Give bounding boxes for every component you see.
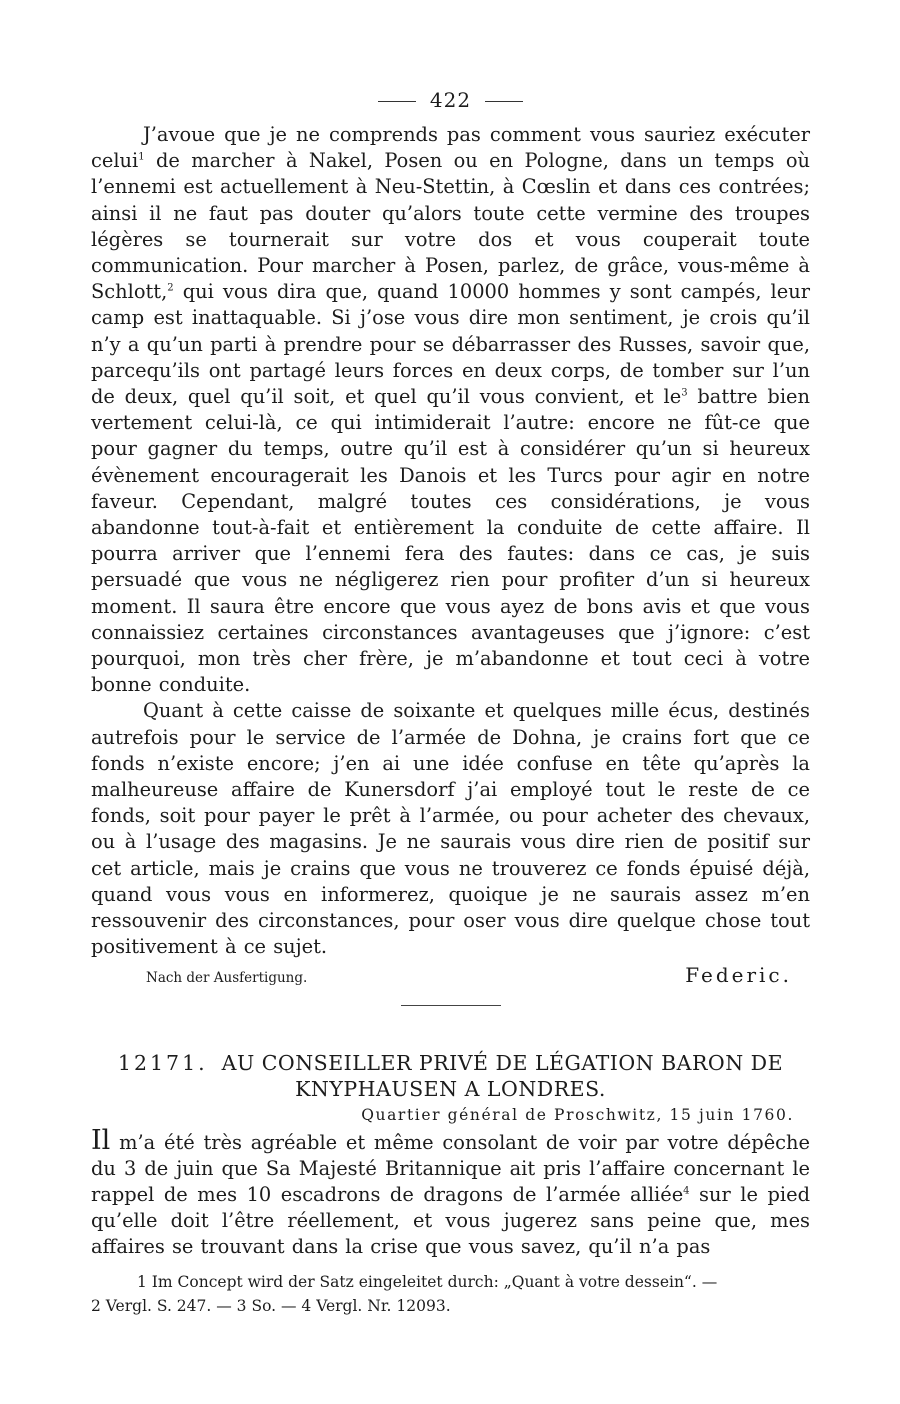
page-header bbox=[91, 84, 810, 116]
paragraph-2: Quant à cette caisse de soixante et quelques mille écus, destinés autrefois pour le service de l’armée de Dohna, je crains fort que ce fonds n’existe encore; j’en ai une idée confuse en tête qu’après la malheureuse affaire de Kunersdorf j’ai employé tout le reste de ce fonds, soit pour payer le prêt à l’armée, ou pour acheter des chevaux, ou à l’usage des magasins. Je ne saurais vous dire rien de positif sur cet article, mais je crains que vous ne trouverez ce fonds épuisé déjà, quand vous vous en informerez, quoique je ne saurais assez m’en ressouvenir des circonstances, pour oser vous dire quelque chose tout positivement à ce sujet. bbox=[91, 699, 810, 959]
section-divider bbox=[401, 1005, 501, 1006]
footnote-ref-2: 2 bbox=[167, 282, 174, 294]
paragraph-1: J’avoue que je ne comprends pas comment vous sauriez exécuter celui$^1$ de marcher à Nakel, Posen ou en Pologne, dans un temps où l’ennemi est actuellement à Neu-Stettin, à Cœslin et dans ces contrées; ainsi il ne faut pas douter qu’alors toute cette vermine des troupes légères se tournerait sur votre dos et vous couperait toute communication. Pour marcher à Posen, parlez, de grâce, vous-même à Schlott,$^2$ qui vous dira que, quand 10000 hommes y sont campés, leur camp est inattaquable. Si j’ose vous dire mon sentiment, je crois qu’il n’y a qu’un parti à prendre pour se débarrasser des Russes, savoir que, parcequ’ils ont partagé leurs forces en deux corps, de tomber sur l’un de deux, quel qu’il soit, et quel qu’il vous convient, et $le^3$ battre bien vertement celui-là, ce qui intimiderait l’autre: encore ne fût-ce que pour gagner du temps, outre qu’il est à considérer qu’un si heureux évènement encouragerait les Danois et les Turcs pour agir en notre faveur. Cependant, malgré toutes ces considérations, je vous abandonne tout-à-fait et entièrement la conduite de cette affaire. Il pourra arriver que l’ennemi fera des fautes: dans ce cas, je suis persuadé que vous ne négligerez rien pour profiter d’un si heureux moment. Il saura être encore que vous ayez de bons avis et que vous connaissiez certaines circonstances avantageuses que j’ignore: c’est pourquoi, mon très cher frère, je m’abandonne et tout ceci à votre bonne conduite. bbox=[91, 123, 810, 697]
letter-number: 12171. bbox=[117, 1050, 208, 1075]
closing-line bbox=[91, 963, 810, 987]
source-note: Nach der Ausfertigung. bbox=[146, 969, 308, 986]
footnote-line-2: 2 Vergl. S. 247. — 3 So. — 4 Vergl. Nr. 12093. bbox=[91, 1297, 451, 1315]
document-page bbox=[91, 84, 810, 1261]
letter-paragraph: Il m’a été très agréable et même consolant de voir par votre dépêche du 3 de juin que Sa Majesté Britannique ait pris l’affaire concernant le rappel de mes 10 escadrons de dragons de l’armée alliée$^4$ sur le pied qu’elle doit l’être réellement, et vous jugerez sans peine que, mes affaires se trouvant dans la crise que vous savez, qu’il n’a pas bbox=[91, 1124, 810, 1259]
header-rule-left bbox=[378, 101, 416, 102]
header-rule-right bbox=[485, 101, 523, 102]
heading-line-1: AU CONSEILLER PRIVÉ DE LÉGATION BARON DE bbox=[221, 1050, 784, 1075]
footnotes bbox=[91, 1270, 810, 1318]
footnote-ref-1: 1 bbox=[138, 151, 145, 163]
footnote-ref-3: 3 bbox=[681, 387, 688, 399]
signature: Federic. bbox=[685, 962, 792, 987]
footnote-ref-4: 4 bbox=[683, 1185, 690, 1197]
page-number: 422 bbox=[429, 88, 472, 112]
dateline: Quartier général de Proschwitz, 15 juin 1760. bbox=[361, 1105, 794, 1124]
drop-cap: Il bbox=[91, 1124, 111, 1156]
letter-heading bbox=[91, 1050, 810, 1102]
body-text bbox=[91, 122, 810, 961]
heading-line-2: KNYPHAUSEN A LONDRES. bbox=[295, 1076, 606, 1101]
footnote-line-1: 1 Im Concept wird der Satz eingeleitet durch: „Quant à votre dessein“. — bbox=[137, 1273, 718, 1291]
letter-body bbox=[91, 1124, 810, 1261]
